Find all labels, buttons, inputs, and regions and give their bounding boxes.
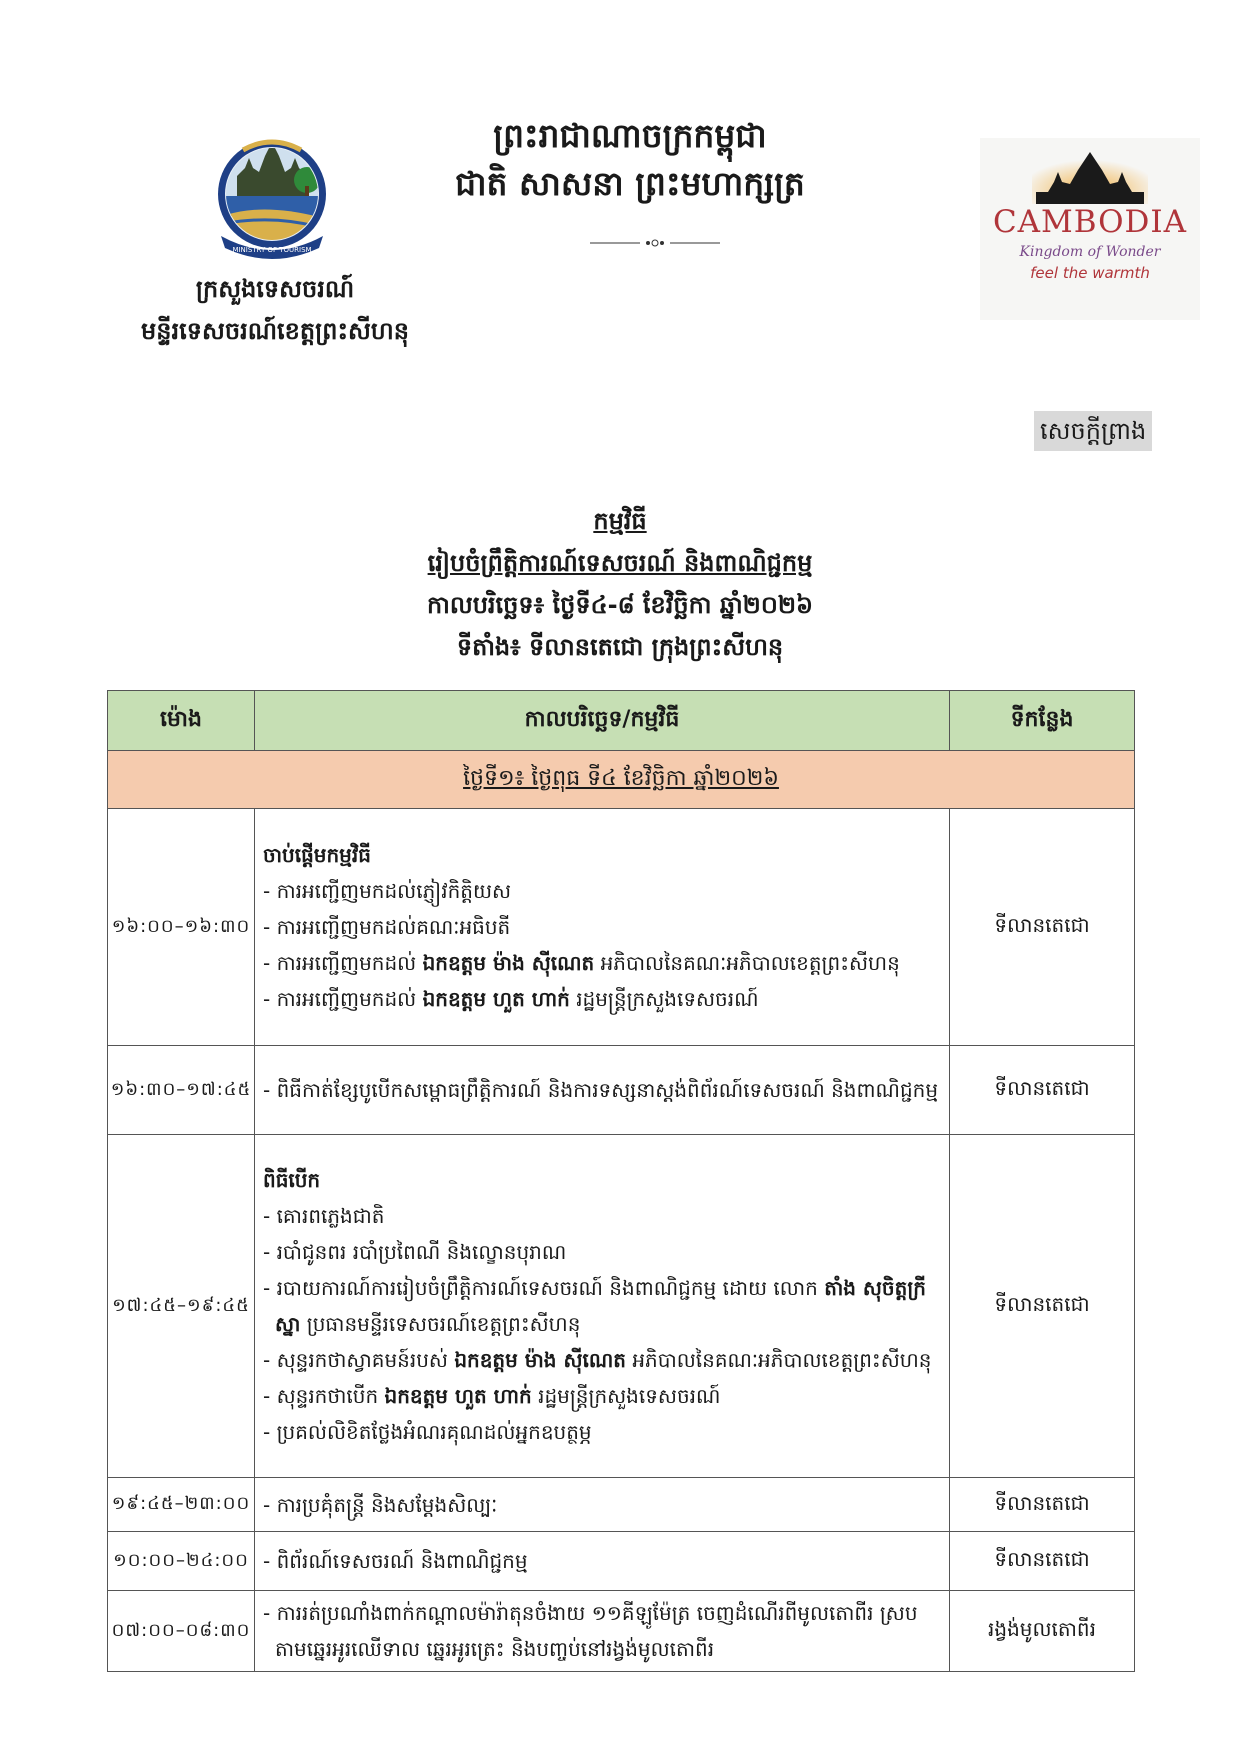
row-activity [255,809,950,1046]
row-time: ០៧:០០–០៨:៣០ [108,1591,255,1672]
activity-heading: ពិធីបើក [263,1168,321,1192]
row-activity [255,1478,950,1532]
row-time: ១០:០០–២៤:០០ [108,1532,255,1591]
table-row [108,1591,1135,1672]
document-titles [170,500,1070,668]
schedule-table [107,690,1135,1672]
cambodia-brand-logo [980,138,1200,320]
draft-status-badge: សេចក្តីព្រាង [1034,411,1152,451]
table-row [108,1135,1135,1478]
ministry-seal-icon [203,136,341,260]
header-time: ម៉ោង [108,691,255,751]
angkor-silhouette-icon [1032,152,1148,204]
row-activity [255,1532,950,1591]
kingdom-title: ព្រះរាជាណាចក្រកម្ពុជា [493,116,767,155]
event-date: កាលបរិច្ឆេទ៖ ថ្ងៃទី៤-៨ ខែវិច្ឆិកា ឆ្នាំ២០២៦ [426,591,813,619]
day-row [108,751,1135,809]
program-title: កម្មវិធី [593,507,647,535]
department-name: មន្ទីរទេសចរណ៍ខេត្តព្រះសីហនុ [141,317,409,345]
row-time: ១៩:៤៥–២៣:០០ [108,1478,255,1532]
table-row [108,1532,1135,1591]
row-time: ១៦:៣០–១៧:៤៥ [108,1046,255,1135]
ornament-divider-icon [590,236,720,250]
table-row [108,1478,1135,1532]
activity-item: - ពិធីកាត់ខ្សែបូបើកសម្ពោធព្រឹត្តិការណ៍ និងការទស្សនាស្តង់ពិព័រណ៍ទេសចរណ៍ និងពាណិជ្ជកម្ម [263,1072,939,1108]
row-activity [255,1046,950,1135]
activity-item: - ការអញ្ជើញមកដល់ ឯកឧត្តម ហួត ហាក់ រដ្ឋមន្ត្រីក្រសួងទេសចរណ៍ [263,981,939,1017]
table-header-row [108,691,1135,751]
row-time: ១៦:០០–១៦:៣០ [108,809,255,1046]
ministry-block [60,268,490,352]
header-location: ទីកន្លែង [950,691,1135,751]
row-time: ១៧:៤៥–១៩:៤៥ [108,1135,255,1478]
table-row [108,809,1135,1046]
header-activity: កាលបរិច្ឆេទ/កម្មវិធី [255,691,950,751]
row-location: រង្វង់មូលតោពីរ [950,1591,1135,1672]
activity-item: - សុន្ទរកថាបើក ឯកឧត្តម ហួត ហាក់ រដ្ឋមន្ត្រីក្រសួងទេសចរណ៍ [263,1378,939,1414]
event-title: រៀបចំព្រឹត្តិការណ៍ទេសចរណ៍ និងពាណិជ្ជកម្ម [427,549,813,577]
row-location: ទីលានតេជោ [950,1532,1135,1591]
ministry-name: ក្រសួងទេសចរណ៍ [195,275,355,303]
national-motto: ជាតិ សាសនា ព្រះមហាក្សត្រ [455,164,805,203]
event-location: ទីតាំង៖ ទីលានតេជោ ក្រុងព្រះសីហនុ [456,633,784,661]
day-label [108,751,1135,809]
activity-heading: ចាប់ផ្តើមកម្មវិធី [263,843,371,867]
activity-item: - ការប្រគុំតន្ត្រី និងសម្តែងសិល្បៈ [263,1487,939,1523]
row-activity [255,1135,950,1478]
brand-slogan: feel the warmth [1030,264,1150,282]
brand-name: CAMBODIA [992,204,1188,240]
table-row [108,1046,1135,1135]
row-location: ទីលានតេជោ [950,809,1135,1046]
activity-item: - ការអញ្ជើញមកដល់ភ្ញៀវកិត្តិយស [263,873,939,909]
activity-item: - ការរត់ប្រណាំងពាក់កណ្តាលម៉ារ៉ាតុនចំងាយ ១១គីឡូម៉ែត្រ ចេញដំណើរពីមូលតោពីរ ស្របតាមឆ្នេរអូរឈើទាល ឆ្នេរអូរត្រេះ និងបញ្ចប់នៅរង្វង់មូលតោពីរ [263,1595,939,1667]
activity-item: - របាយការណ៍ការរៀបចំព្រឹត្តិការណ៍ទេសចរណ៍ និងពាណិជ្ជកម្ម ដោយ លោក តាំង សុចិត្តក្រីស្នា ប្រធានមន្ទីរទេសចរណ៍ខេត្តព្រះសីហនុ [263,1270,939,1342]
activity-item: - ពិព័រណ៍ទេសចរណ៍ និងពាណិជ្ជកម្ម [263,1543,939,1579]
row-activity [255,1591,950,1672]
activity-item: - ប្រគល់លិខិតថ្លែងអំណរគុណដល់អ្នកឧបត្ថម្ភ [263,1414,939,1450]
activity-item: - របាំជូនពរ របាំប្រពៃណី និងល្ខោនបុរាណ [263,1234,939,1270]
row-location: ទីលានតេជោ [950,1478,1135,1532]
activity-item: - ការអញ្ជើញមកដល់ ឯកឧត្តម ម៉ាង ស៊ីណេត អភិបាលនៃគណៈអភិបាលខេត្តព្រះសីហនុ [263,945,939,981]
row-location: ទីលានតេជោ [950,1135,1135,1478]
brand-tagline: Kingdom of Wonder [1019,244,1161,260]
row-location: ទីលានតេជោ [950,1046,1135,1135]
activity-item: - សុន្ទរកថាស្វាគមន៍របស់ ឯកឧត្តម ម៉ាង ស៊ីណេត អភិបាលនៃគណៈអភិបាលខេត្តព្រះសីហនុ [263,1342,939,1378]
seal-text: MINISTRY OF TOURISM [232,246,312,254]
activity-item: - ការអញ្ជើញមកដល់គណៈអធិបតី [263,909,939,945]
day-label-text: ថ្ងៃទី១៖ ថ្ងៃពុធ ទី៤ ខែវិច្ឆិកា ឆ្នាំ២០២៦ [463,765,779,791]
activity-item: - គោរពភ្លេងជាតិ [263,1198,939,1234]
national-header [380,112,880,208]
